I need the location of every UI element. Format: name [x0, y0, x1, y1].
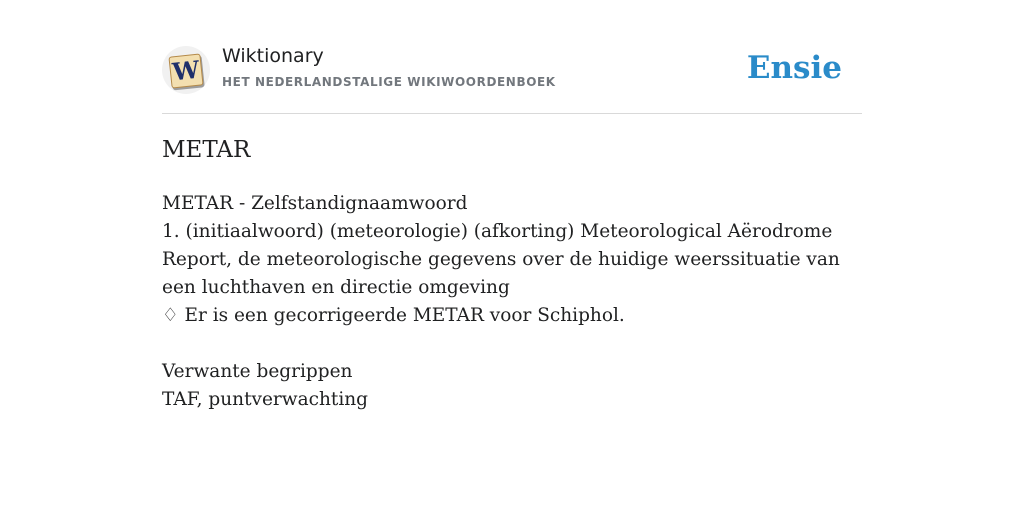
page [162, 0, 862, 410]
site-tagline: HET NEDERLANDSTALIGE WIKIWOORDENBOEK [222, 75, 556, 89]
example-sentence: ♢ Er is een gecorrigeerde METAR voor Schiphol. [162, 305, 625, 326]
related-heading: Verwante begrippen [162, 361, 353, 382]
wiktionary-w-icon: W [168, 53, 203, 88]
site-name[interactable]: Wiktionary [222, 45, 324, 67]
spacer [162, 330, 862, 358]
ensie-logo-link[interactable]: Ensie [746, 50, 842, 86]
part-of-speech-line: METAR - Zelfstandignaamwoord [162, 193, 468, 214]
entry-body [162, 190, 862, 414]
wiktionary-logo[interactable] [162, 46, 210, 94]
definition: 1. (initiaalwoord) (meteorologie) (afkorting) Meteorological Aërodrome Report, de meteorologische gegevens over de huidige weerssituatie van een luchthaven en directie omgeving [162, 221, 840, 298]
header [162, 0, 862, 114]
related-terms: TAF, puntverwachting [162, 389, 369, 410]
entry-title: METAR [162, 137, 251, 163]
